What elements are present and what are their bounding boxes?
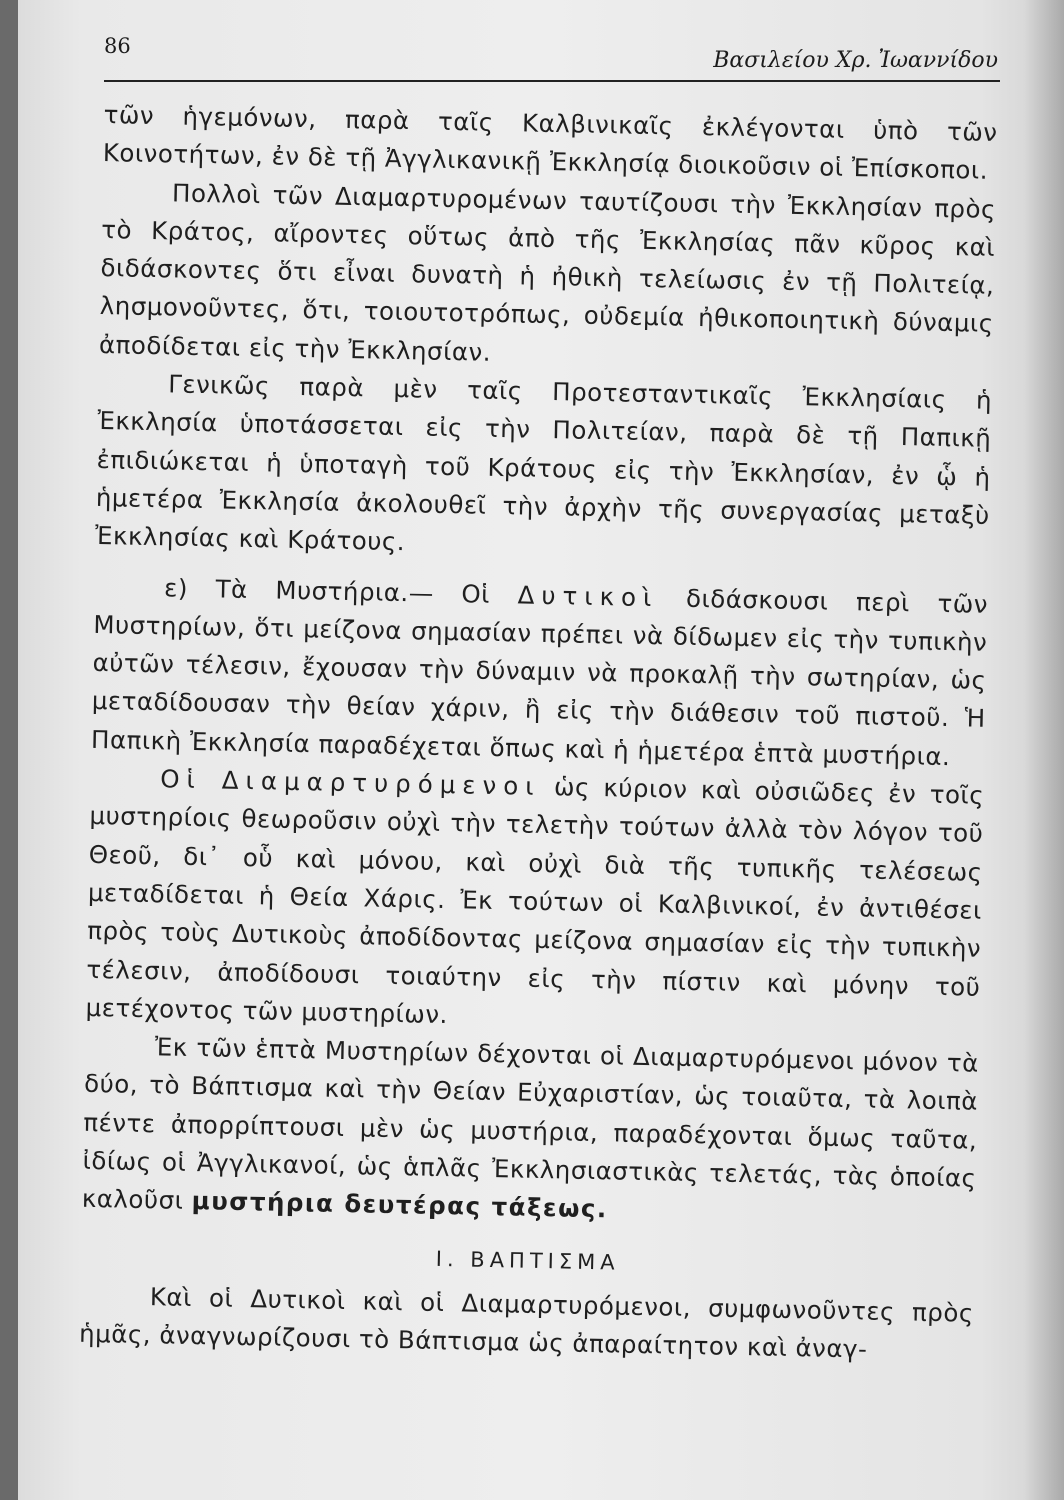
paragraph-baptism: Καὶ οἱ Δυτικοὶ καὶ οἱ Διαμαρτυρόμενοι, συμφωνοῦντες πρὸς ἡμᾶς, ἀναγνωρίζουσι τὸ Βάπτισμα ὡς ἀπαραίτητον καὶ ἀναγ- (78, 1282, 975, 1364)
page-edge-shadow (1024, 0, 1064, 1500)
paragraph-mysteries (91, 567, 989, 776)
mysteries-body: διδάσκουσι περὶ τῶν Μυστηρίων, ὅτι μείζονα σημασίαν πρέπει νὰ δίδωμεν εἰς τὴν τυπικὴν αὐτῶν τέλεσιν, ἔχουσαν τὴν δύναμιν νὰ προκαλῇ τὴν σωτηρίαν, ὡς μεταδίδουσαν τὴν θείαν χάριν, ἢ εἰς τὴν διάθεσιν τοῦ πιστοῦ. Ἡ Παπικὴ Ἐκκλησία παραδέχεται ὅπως καὶ ἡ ἡμετέρα ἑπτὰ μυστήρια. (90, 582, 989, 771)
page-header (104, 28, 1000, 82)
running-title: Βασιλείου Χρ. Ἰωαννίδου (713, 48, 998, 73)
paragraph-3: Γενικῶς παρὰ μὲν ταῖς Προτεσταντικαῖς Ἐκκλησίαις ἡ Ἐκκλησία ὑποτάσσεται εἰς τὴν Πολιτείαν, παρὰ δὲ τῇ Παπικῇ ἐπιδιώκεται ἡ ὑποταγὴ τοῦ Κράτους εἰς τὴν Ἐκκλησίαν, ἐν ᾧ ἡ ἡμετέρα Ἐκκλησία ἀκολουθεῖ τὴν ἀρχὴν τῆς συνεργασίας μεταξὺ Ἐκκλησίας καὶ Κράτους. (94, 369, 993, 557)
paragraph-1: τῶν ἡγεμόνων, παρὰ ταῖς Καλβινικαῖς ἐκλέγονται ὑπὸ τῶν Κοινοτήτων, ἐν δὲ τῇ Ἀγγλικανικῇ Ἐκκλησίᾳ διοικοῦσιν οἱ Ἐπίσκοποι. (102, 99, 998, 186)
paragraph-seven-mysteries (81, 1027, 979, 1236)
spaced-term-westerners: Δυτικοὶ (517, 579, 659, 612)
book-page (18, 0, 1064, 1500)
emphasis-second-order: μυστήρια δευτέρας τάξεως. (191, 1186, 609, 1224)
paragraph-2: Πολλοὶ τῶν Διαμαρτυρομένων ταυτίζουσι τὴν Ἐκκλησίαν πρὸς τὸ Κράτος, αἴροντες οὕτως ἀπὸ τῆς Ἐκκλησίας πᾶν κῦρος καὶ διδάσκοντες ὅτι εἶναι δυνατὴ ἡ ἠθικὴ τελείωσις ἐν τῇ Πολιτείᾳ, λησμονοῦντες, ὅτι, τοιουτοτρόπως, οὐδεμία ἠθικοποιητικὴ δύναμις ἀποδίδεται εἰς τὴν Ἐκκλησίαν. (98, 177, 997, 367)
page-number: 86 (104, 34, 131, 58)
mysteries-lead: ε) Τὰ Μυστήρια.— Οἱ (163, 572, 518, 609)
spaced-term-protestants: Οἱ Διαμαρτυρόμενοι (160, 764, 541, 801)
section-heading-baptism: Ι. ΒΑΠΤΙΣΜΑ (435, 1246, 620, 1275)
paragraph-protestants (85, 759, 984, 1045)
protestants-body: ὡς κύριον καὶ οὐσιῶδες ἐν τοῖς μυστηρίοις θεωροῦσιν οὐχὶ τὴν τελετὴν τούτων ἀλλὰ τὸν λόγον τοῦ Θεοῦ, δι᾽ οὗ καὶ μόνου, καὶ οὐχὶ διὰ τῆς τυπικῆς τελέσεως μεταδίδεται ἡ Θεία Χάρις. Ἐκ τούτων οἱ Καλβινικοί, ἐν ἀντιθέσει πρὸς τοὺς Δυτικοὺς ἀποδίδοντας μείζονα σημασίαν εἰς τὴν τυπικὴν τέλεσιν, ἀποδίδουσι τοιαύτην εἰς τὴν πίστιν καὶ μόνην τοῦ μετέχοντος τῶν μυστηρίων. (85, 771, 985, 1029)
seven-mysteries-body: Ἐκ τῶν ἑπτὰ Μυστηρίων δέχονται οἱ Διαμαρτυρόμενοι μόνον τὰ δύο, τὸ Βάπτισμα καὶ τὴν Θείαν Εὐχαριστίαν, ὡς τοιαῦτα, τὰ λοιπὰ πέντε ἀπορρίπτουσι μὲν ὡς μυστήρια, παραδέχονται ὅμως ταῦτα, ἰδίως οἱ Ἀγγλικανοί, ὡς ἁπλᾶς Ἐκκλησιαστικὰς τελετάς, τὰς ὁποίας καλοῦσι (81, 1032, 980, 1216)
body-text (79, 96, 998, 1371)
